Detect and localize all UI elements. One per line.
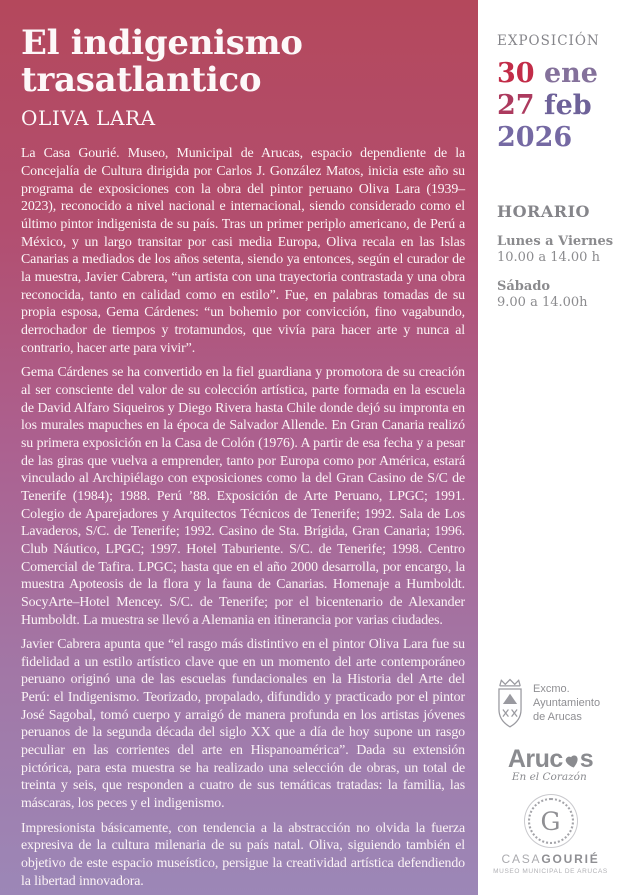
logo-block: [478, 678, 623, 875]
coat-of-arms-icon: [494, 678, 526, 730]
saturday-hours: 9.00 a 14.00h: [497, 295, 588, 311]
gourie-wordmark: [501, 852, 599, 866]
exposicion-label: EXPOSICIÓN: [497, 33, 600, 49]
gourie-word-gourie: GOURIÉ: [541, 852, 600, 866]
end-day: 27: [497, 89, 535, 121]
arucas-wordmark: [508, 745, 593, 774]
arucas-word-start: Aruc: [507, 745, 563, 773]
end-date: [497, 90, 617, 122]
info-sidebar: [478, 0, 623, 895]
start-date: [497, 58, 617, 90]
body-paragraph-4: Impresionista básicamente, con tendencia a la abstracción no olvida la fuerza expresiva de la cultura milenaria de su país natal. Oliva, siguiendo también el objetivo de este espacio museístico, persigue la creatividad artística defendiendo la libertad innovadora.: [21, 820, 465, 889]
start-month: ene: [543, 58, 598, 89]
horario-label: HORARIO: [497, 201, 590, 221]
body-paragraph-2: Gema Cárdenes se ha convertido en la fiel guardiana y promotora de su creación al ser consciente del valor de su colección artística, parte formada en la escuela de David Alfaro Siqueiros y Diego Rivera hasta Chile donde dejó su impronta en los murales mapuches en la época de Salvador Allende. En Gran Canaria realizó su primera exposición en la Casa de Colón (1976). A partir de esa fecha y a pesar de las giras que vuelva a emprender, tanto por Europa como por América, estará vinculado al Archipiélago con exposiciones como la del Gran Casino de S/C de Tenerife (1984); 1988. Perú ’88. Exposición de Arte Peruano, LPGC; 1991. Colegio de Aparejadores y Arquitectos Técnicos de Tenerife; 1992. Sala de Los Lavaderos, S/C. de Tenerife; 1992. Casino de Sta. Brígida, Gran Canaria; 1996. Club Náutico, LPGC; 1997. Hotel Taburiente. S/C. de Tenerife; 1998. Centro Comercial de Tafira. LPGC; hasta que en el año 2000 desarrolla, por encargo, la muestra Apoteosis de la flora y la fauna de Canarias. Homenaje a Humboldt. SocyArte–Hotel Mencey. S/C. de Tenerife; por el bicentenario de Alexander Humboldt. La muestra se llevó a Alemania en itinerancia por varias ciudades.: [21, 365, 465, 628]
ornate-g-monogram-icon: [528, 798, 574, 844]
saturday-day: Sábado: [497, 279, 551, 295]
ayuntamiento-logo: [494, 678, 607, 730]
casa-gourie-logo: [493, 798, 608, 875]
arucas-tagline: En el Corazón: [511, 771, 587, 783]
gourie-subtitle: MUSEO MUNICIPAL DE ARUCAS: [493, 868, 608, 875]
weekday-days: Lunes a Viernes: [497, 233, 614, 249]
start-day: 30: [497, 58, 535, 89]
body-paragraph-3: Javier Cabrera apunta que “el rasgo más distintivo en el pintor Oliva Lara fue su fidelidad a un estilo artístico clave que en un momento del arte contemporáneo peruano originó una de las escuelas fundacionales en la Historia del Arte del Perú: el Indigenismo. Teorizado, propalado, difundido y practicado por el pintor José Sagobal, tomó cuerpo y arraigó de manera profunda en los artistas jóvenes peruanos de la segunda década del siglo XX que a día de hoy supone un rasgo peculiar en las corrientes del arte en Hispanoamérica”. Dada su extensión pictórica, para esta muestra se ha realizado una selección de obras, un total de treinta y seis, que responden a cuatro de sus temáticas tratadas: la familia, las máscaras, los peces y el indigenismo.: [21, 637, 465, 812]
saturday-schedule: [497, 279, 617, 312]
arucas-word-end: s: [579, 745, 594, 773]
gourie-word-casa: CASA: [501, 852, 542, 866]
end-month: feb: [543, 89, 592, 121]
body-paragraph-1: La Casa Gourié. Museo, Municipal de Arucas, espacio dependiente de la Concejalía de Cultura dirigida por Carlos J. González Matos, inicia este año su programa de exposiciones con la obra del pintor peruano Oliva Lara (1939–2023), reconocido a nivel nacional e internacional, siendo considerado como el último pintor indigenista de su país. Tras un primer periplo americano, de Perú a México, y un largo transitar por casi media Europa, Oliva recala en las Islas Canarias a mediados de los años setenta, siendo ya entonces, según el curador de la muestra, Javier Cabrera, “un artista con una trayectoria contrastada y una obra reconocida, tanto en calidad como en estilo”. Fue, en palabras tomadas de su propia esposa, Gema Cárdenes: “un bohemio por convicción, fino vagabundo, derrochador de tiempos y trotamundos, que vivía para hacer arte y nunca al contrario, hacer arte para vivir”.: [21, 146, 465, 356]
heart-icon: [561, 750, 583, 772]
ayuntamiento-text: Excmo. Ayuntamiento de Arucas: [533, 683, 601, 723]
artist-name: OLIVA LARA: [21, 106, 156, 131]
title-line-1: El indigenismo: [21, 23, 303, 63]
arucas-logo: [508, 745, 593, 783]
exhibition-year: 2026: [497, 121, 573, 153]
body-text: [21, 145, 465, 890]
weekday-schedule: [497, 234, 617, 267]
exhibition-dates: [497, 58, 617, 154]
weekday-hours: 10.00 a 14.00 h: [497, 249, 600, 265]
title-line-2: trasatlantico: [21, 59, 262, 100]
poster-title: [21, 25, 465, 98]
gourie-initial: G: [540, 806, 561, 836]
